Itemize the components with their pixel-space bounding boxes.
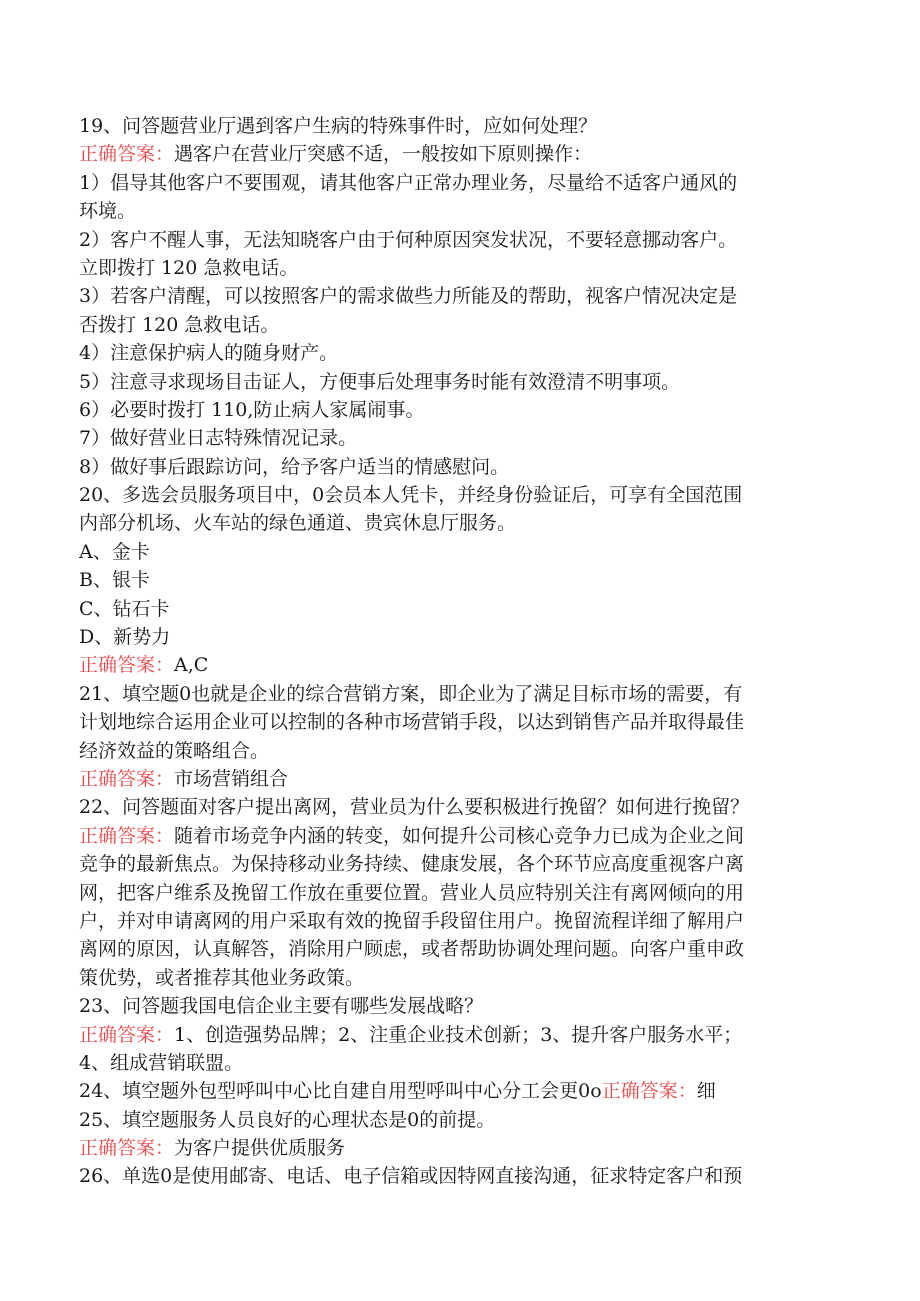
answer-text-line: 策优势，或者推荐其他业务政策。 bbox=[79, 966, 365, 989]
answer-text-line: 4）注意保护病人的随身财产。 bbox=[79, 342, 339, 365]
answer-text-line: 1）倡导其他客户不要围观，请其他客户正常办理业务，尽量给不适客户通风的 bbox=[79, 171, 738, 194]
question-text-line: 内部分机场、火车站的绿色通道、贵宾休息厅服务。 bbox=[79, 512, 517, 535]
answer-text-line: 2）客户不醒人事，无法知晓客户由于何种原因突发状况，不要轻意挪动客户。 bbox=[79, 228, 738, 251]
answer-line: 正确答案：市场营销组合 bbox=[79, 767, 289, 790]
question-text-line: 经济效益的策略组合。 bbox=[79, 739, 270, 762]
document-page bbox=[79, 112, 849, 1191]
option-c: C、钻石卡 bbox=[79, 597, 170, 620]
option-a: A、金卡 bbox=[79, 540, 150, 563]
answer-line: 正确答案：随着市场竞争内涵的转变，如何提升公司核心竞争力已成为企业之间 bbox=[79, 824, 745, 847]
answer-text-line: 7）做好营业日志特殊情况记录。 bbox=[79, 427, 358, 450]
question-25-title: 25、填空题服务人员良好的心理状态是0的前提。 bbox=[79, 1108, 496, 1131]
answer-label: 正确答案： bbox=[601, 1080, 697, 1103]
answer-text-line: 环境。 bbox=[79, 200, 137, 223]
question-20-title: 20、多选会员服务项目中，0会员本人凭卡，并经身份验证后，可享有全国范围 bbox=[79, 484, 743, 507]
question-text-line: 计划地综合运用企业可以控制的各种市场营销手段，以达到销售产品并取得最佳 bbox=[79, 711, 745, 734]
answer-text-line: 8）做好事后跟踪访问，给予客户适当的情感慰问。 bbox=[79, 455, 510, 478]
answer-line: 正确答案：为客户提供优质服务 bbox=[79, 1137, 346, 1160]
question-23-title: 23、问答题我国电信企业主要有哪些发展战略？ bbox=[79, 995, 484, 1018]
answer-text-line: 否拨打 120 急救电话。 bbox=[79, 313, 280, 336]
option-b: B、银卡 bbox=[79, 569, 150, 592]
question-22-title: 22、问答题面对客户提出离网，营业员为什么要积极进行挽留？如何进行挽留？ bbox=[79, 796, 750, 819]
answer-text-line: 3）若客户清醒，可以按照客户的需求做些力所能及的帮助，视客户情况决定是 bbox=[79, 285, 738, 308]
answer-text-line: 离网的原因，认真解答，消除用户顾虑，或者帮助协调处理问题。向客户重申政 bbox=[79, 938, 745, 961]
answer-text-line: 网，把客户维系及挽留工作放在重要位置。营业人员应特别关注有离网倾向的用 bbox=[79, 881, 745, 904]
answer-label: 正确答案： bbox=[79, 767, 175, 790]
answer-text-line: 立即拨打 120 急救电话。 bbox=[79, 256, 299, 279]
option-d: D、新势力 bbox=[79, 626, 171, 649]
answer-text-line: 4、组成营销联盟。 bbox=[79, 1051, 244, 1074]
answer-line: 正确答案：1、创造强势品牌；2、注重企业技术创新；3、提升客户服务水平； bbox=[79, 1023, 743, 1046]
answer-text-line: 5）注意寻求现场目击证人，方便事后处理事务时能有效澄清不明事项。 bbox=[79, 370, 681, 393]
question-24-title: 24、填空题外包型呼叫中心比自建自用型呼叫中心分工会更0o正确答案：细 bbox=[79, 1080, 716, 1103]
answer-line: 正确答案：A,C bbox=[79, 654, 209, 677]
question-26-title: 26、单选0是使用邮寄、电话、电子信箱或因特网直接沟通，征求特定客户和预 bbox=[79, 1165, 743, 1188]
answer-label: 正确答案： bbox=[79, 1137, 175, 1160]
question-21-title: 21、填空题0也就是企业的综合营销方案，即企业为了满足目标市场的需要，有 bbox=[79, 682, 743, 705]
answer-label: 正确答案： bbox=[79, 1023, 175, 1046]
answer-text-line: 户，并对申请离网的用户采取有效的挽留手段留住用户。挽留流程详细了解用户 bbox=[79, 909, 745, 932]
answer-text-line: 6）必要时拨打 110,防止病人家属闹事。 bbox=[79, 398, 425, 421]
answer-line: 正确答案：遇客户在营业厅突感不适，一般按如下原则操作： bbox=[79, 143, 593, 166]
answer-label: 正确答案： bbox=[79, 143, 175, 166]
answer-label: 正确答案： bbox=[79, 824, 175, 847]
answer-text-line: 竞争的最新焦点。为保持移动业务持续、健康发展，各个环节应高度重视客户离 bbox=[79, 853, 745, 876]
answer-label: 正确答案： bbox=[79, 654, 175, 677]
question-19-title: 19、问答题营业厅遇到客户生病的特殊事件时，应如何处理？ bbox=[79, 115, 598, 137]
